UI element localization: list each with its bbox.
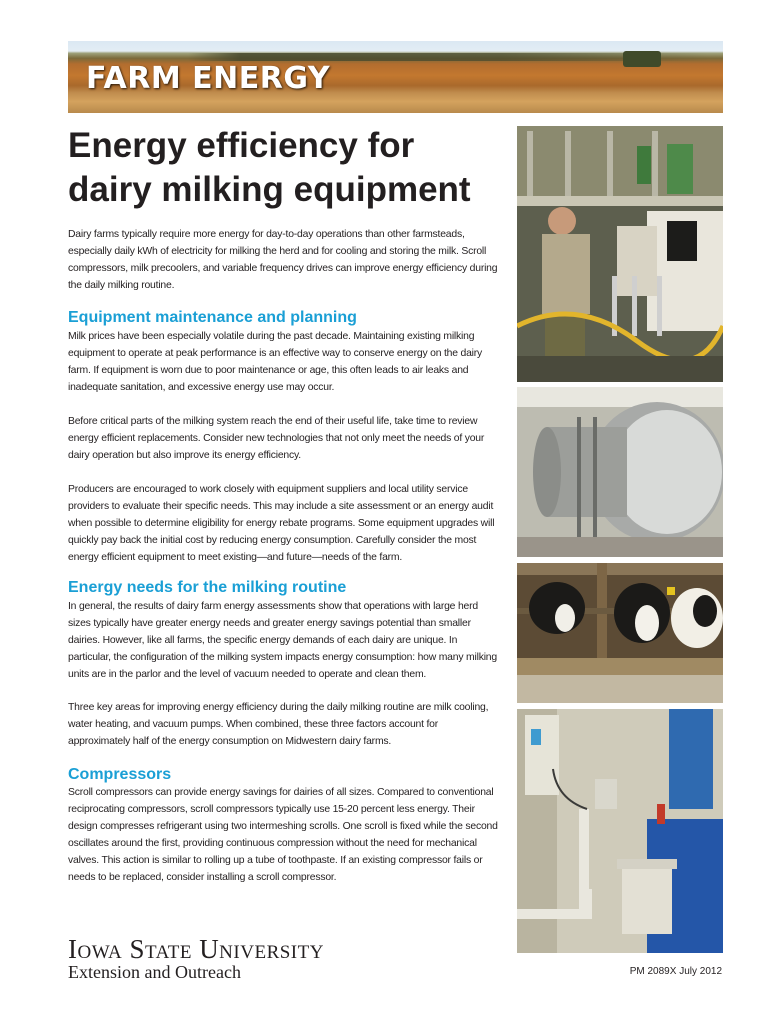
intro-paragraph: Dairy farms typically require more energy for day-to-day operations than other farmsteads, especially daily kWh of electricity for milking the herd and for cooling and storing the milk. Scroll compressors, milk precoolers, and variable frequency drives can improve energy efficiency during the daily milking routine. xyxy=(68,229,498,291)
section2-paragraph1: In general, the results of dairy farm energy assessments show that operations with large herd sizes typically have greater energy needs and greater energy savings potential than smaller dairies. However, like all farms, the specific energy demands of each dairy are unique. In particular, the configuration of the milking system impacts energy consumption: how many milking units are in the parlor and the level of vacuum needed to operate and clean them. xyxy=(68,601,497,680)
photo-bulk-milk-tank-art xyxy=(517,387,723,557)
photo-holstein-cows xyxy=(517,563,723,703)
photo-vacuum-pump-room xyxy=(517,709,723,953)
banner-title: FARM ENERGY xyxy=(86,61,331,96)
header-banner xyxy=(68,41,723,113)
page-title-line2: dairy milking equipment xyxy=(68,170,471,209)
section-heading-compressors: Compressors xyxy=(68,766,172,783)
university-logo-subtitle: Extension and Outreach xyxy=(68,962,241,982)
photo-vacuum-pump-room-art xyxy=(517,709,723,953)
section3-paragraph1: Scroll compressors can provide energy savings for dairies of all sizes. Compared to conventional reciprocating compressors, scroll compressors typically use 15-20 percent less energy. Their design compresses refrigerant using two intermeshing scrolls. One scroll is fixed while the second oscillates around the first, providing continuous compression without the need for mechanical valves. This action is similar to rolling up a tube of toothpaste. If an existing compressor fails or needs to be replaced, consider installing a scroll compressor. xyxy=(68,787,498,883)
page-title-line1: Energy efficiency for xyxy=(68,126,415,165)
section1-paragraph1: Milk prices have been especially volatile during the past decade. Maintaining existing milking equipment to operate at peak performance is an effective way to conserve energy on the dairy farm. If equipment is worn due to poor maintenance or age, this often leads to air leaks and inadequate sanitation, and excessive energy use may occur. xyxy=(68,331,483,393)
photo-bulk-milk-tank xyxy=(517,387,723,557)
section1-paragraph2: Before critical parts of the milking system reach the end of their useful life, take time to review energy efficient replacements. Consider new technologies that not only meet the needs of your dairy operation but also improve its energy efficiency. xyxy=(68,416,485,461)
photo-milking-parlor-art xyxy=(517,126,723,382)
page-title xyxy=(68,124,508,212)
photo-milking-parlor xyxy=(517,126,723,382)
photo-holstein-cows-art xyxy=(517,563,723,703)
publication-code: PM 2089X July 2012 xyxy=(629,966,722,977)
section1-paragraph3: Producers are encouraged to work closely with equipment suppliers and local utility service providers to evaluate their specific needs. This may include a site assessment or an energy audit when possible to determine eligibility for energy rebate programs. Some equipment upgrades will quickly pay back the initial cost by reducing energy consumption. Carefully consider the most energy efficient equipment to meet existing—and future—needs of the farm. xyxy=(68,484,495,563)
section-heading-equipment-maintenance: Equipment maintenance and planning xyxy=(68,309,357,326)
section-heading-energy-needs: Energy needs for the milking routine xyxy=(68,579,347,596)
section2-paragraph2: Three key areas for improving energy efficiency during the daily milking routine are milk cooling, water heating, and vacuum pumps. When combined, these three factors account for approximately half of the energy consumption on Midwestern dairy farms. xyxy=(68,702,489,747)
banner-combine-harvester xyxy=(623,51,661,67)
university-logo-wordmark: Iowa State University xyxy=(68,934,324,964)
